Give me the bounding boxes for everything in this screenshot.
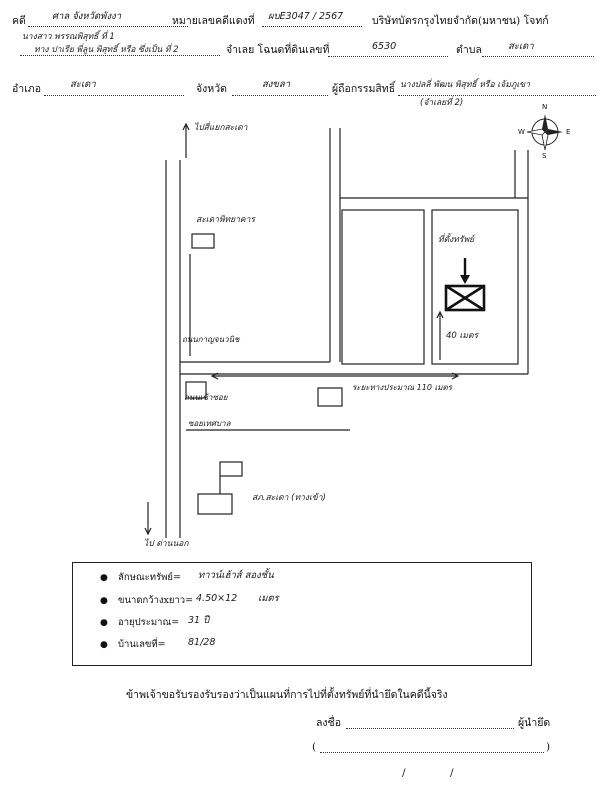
printed-name-line[interactable]: [320, 752, 544, 753]
case-number-value: ผบE3047 / 2567: [268, 11, 344, 22]
label-road-west: ถนนกาญจนวนิช: [182, 335, 240, 344]
date-slash: /: [450, 767, 454, 779]
bullet-icon: ●: [100, 573, 108, 583]
case-number-label: หมายเลขคดีแดงที่: [172, 15, 255, 27]
bullet-icon: ●: [100, 596, 108, 606]
label-soi: ซอยเทศบาล: [188, 419, 231, 428]
deed-value: 6530: [372, 41, 397, 52]
info-label: บ้านเลขที่=: [118, 639, 166, 650]
compass-w: W: [518, 128, 525, 136]
signature-role: ผู้นำยึด: [518, 717, 551, 729]
compass-s: S: [542, 152, 547, 160]
info-label: อายุประมาณ=: [118, 617, 180, 628]
date-slash: /: [402, 767, 406, 779]
info-label: ลักษณะทรัพย์=: [118, 572, 181, 583]
deed-label: จำเลย โฉนดที่ดินเลขที่: [226, 44, 330, 56]
school-building: [192, 234, 214, 248]
signature-line[interactable]: [346, 728, 514, 729]
case-value: ศาล จังหวัดพังงา: [52, 11, 122, 22]
province-value: สงขลา: [262, 79, 291, 90]
owner-value: นางปลลี่ พัฒน พิสุทธิ์ หรือ เจ้มภูเขา: [400, 80, 530, 90]
signature-label: ลงชื่อ: [316, 717, 341, 729]
name-paren-open: (: [312, 741, 317, 753]
owner-note: (จำเลยที่ 2): [420, 98, 464, 108]
label-to-top: ไปสี่แยกสะเดา: [194, 123, 248, 133]
info-value: 81/28: [188, 637, 216, 648]
info-unit: เมตร: [258, 593, 279, 604]
info-value: 4.50×12: [196, 593, 238, 604]
defendant-1: นางสาว พรรณพิสุทธิ์ ที่ 1: [22, 32, 115, 42]
building: [220, 462, 242, 476]
city-block: [342, 210, 424, 364]
property-arrow-head: [460, 275, 470, 284]
police-building: [198, 494, 232, 514]
label-distance: ระยะทางประมาณ 110 เมตร: [352, 383, 452, 392]
subdistrict-value: สะเดา: [508, 41, 534, 52]
case-label: คดี: [12, 15, 26, 27]
info-label: ขนาดกว้างxยาว=: [118, 595, 194, 606]
province-label: จังหวัด: [196, 83, 227, 95]
info-value: 31 ปี: [188, 615, 210, 626]
info-value: ทาวน์เฮ้าส์ สองชั้น: [198, 570, 274, 581]
label-school: สะเดาพิทยาคาร: [196, 215, 255, 225]
label-depth: 40 เมตร: [446, 331, 479, 341]
name-paren-close: ): [546, 741, 551, 753]
plaintiff-text: บริษัทบัตรกรุงไทยจำกัด(มหาชน) โจทก์: [372, 15, 549, 27]
defendant-2: ทาง ปาเรีย พี่ลูน พิสุทธิ์ หรือ ซึ่งเป็น ที่ 2: [34, 45, 179, 55]
bullet-icon: ●: [100, 640, 108, 650]
building: [318, 388, 342, 406]
district-value: สะเดา: [70, 79, 96, 90]
owner-label: ผู้ถือกรรมสิทธิ์: [332, 83, 396, 95]
subdistrict-label: ตำบล: [456, 44, 482, 56]
bullet-icon: ●: [100, 618, 108, 628]
compass-n: N: [542, 103, 548, 111]
label-police: สภ.สะเดา (ทางเข้า): [252, 493, 326, 503]
compass-e: E: [566, 128, 571, 136]
district-label: อำเภอ: [12, 83, 42, 95]
certification-statement: ข้าพเจ้าขอรับรองรับรองว่าเป็นแผนที่การไปที่ตั้งทรัพย์ที่นำยึดในคดีนี้จริง: [126, 689, 448, 701]
compass-icon: [527, 114, 563, 150]
label-property: ที่ตั้งทรัพย์: [438, 235, 475, 245]
label-road-south: ถนนเข้าซอย: [184, 393, 228, 402]
label-to-bottom: ไป ด่านนอก: [144, 539, 189, 549]
